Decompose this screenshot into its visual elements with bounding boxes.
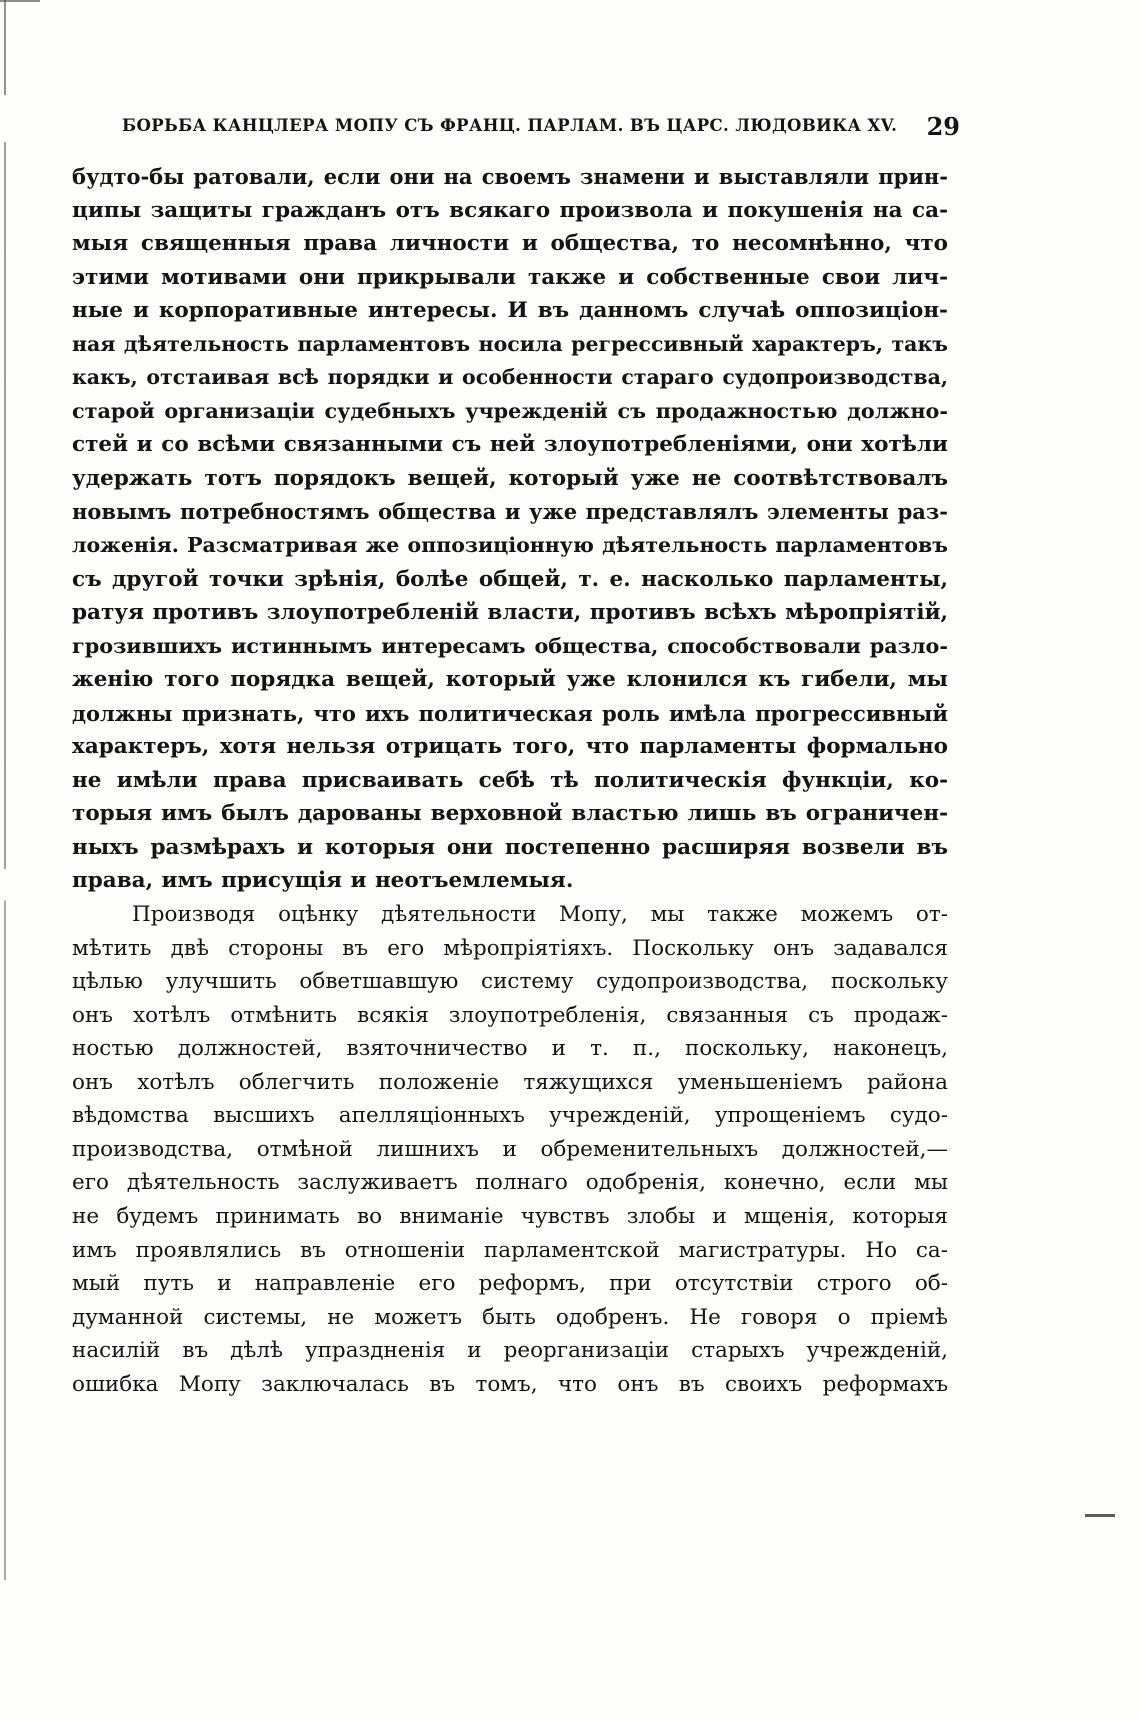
text-line: вѣдомства высшихъ апелляціонныхъ учрежденій, упрощеніемъ судо- bbox=[72, 1103, 948, 1129]
page-number: 29 bbox=[926, 112, 960, 141]
text-line: цѣлью улучшить обветшавшую систему судопроизводства, поскольку bbox=[72, 969, 948, 995]
text-line: какъ, отстаивая всѣ порядки и особенности стараго судопроизводства, bbox=[72, 365, 948, 390]
text-line: ные и корпоративные интересы. И въ данномъ случаѣ оппозиціон- bbox=[72, 298, 948, 324]
running-header bbox=[122, 112, 960, 142]
text-line: торыя имъ былъ дарованы верховной властью лишь въ ограничен- bbox=[72, 801, 948, 827]
text-line: онъ хотѣлъ отмѣнить всякія злоупотребленія, связанныя съ продаж- bbox=[72, 1002, 948, 1028]
text-line: имъ проявлялись въ отношеніи парламентской магистратуры. Но са- bbox=[72, 1237, 948, 1263]
text-line: Производя оцѣнку дѣятельности Мопу, мы также можемъ от- bbox=[132, 902, 948, 928]
text-line: думанной системы, не можетъ быть одобренъ. Не говоря о пріемѣ bbox=[72, 1304, 948, 1330]
text-line: характеръ, хотя нельзя отрицать того, что парламенты формально bbox=[72, 734, 948, 760]
scan-corner-mark bbox=[0, 0, 40, 12]
text-line: ципы защиты гражданъ отъ всякаго произвола и покушенія на са- bbox=[72, 197, 948, 223]
text-line: должны признать, что ихъ политическая роль имѣла прогрессивный bbox=[72, 700, 948, 726]
text-line: ная дѣятельность парламентовъ носила регрессивный характеръ, такъ bbox=[72, 331, 948, 356]
text-line: онъ хотѣлъ облегчить положеніе тяжущихся уменьшеніемъ района bbox=[72, 1069, 948, 1095]
body-text bbox=[72, 160, 948, 1401]
text-line: женію того порядка вещей, который уже клонился къ гибели, мы bbox=[72, 667, 948, 693]
page-edge-shadow bbox=[4, 0, 6, 1580]
margin-dash bbox=[1085, 1514, 1115, 1517]
text-line: не имѣли права присваивать себѣ тѣ политическія функціи, ко- bbox=[72, 767, 948, 793]
text-line: ностью должностей, взяточничество и т. п., поскольку, наконецъ, bbox=[72, 1036, 948, 1062]
text-line: ратуя противъ злоупотребленій власти, противъ всѣхъ мѣропріятій, bbox=[72, 600, 948, 626]
running-title: БОРЬБА КАНЦЛЕРА МОПУ СЪ ФРАНЦ. ПАРЛАМ. ВЪ ЦАРС. ЛЮДОВИКА XV. bbox=[122, 116, 898, 135]
text-line: ошибка Мопу заключалась въ томъ, что онъ въ своихъ реформахъ bbox=[72, 1371, 948, 1397]
text-line: ныхъ размѣрахъ и которыя они постепенно расширяя возвели въ bbox=[72, 834, 948, 860]
text-line: ложенія. Разсматривая же оппозиціонную дѣятельность парламентовъ bbox=[72, 533, 948, 558]
text-line: удержать тотъ порядокъ вещей, который уже не соотвѣтствовалъ bbox=[72, 465, 948, 491]
text-line: его дѣятельность заслуживаетъ полнаго одобренія, конечно, если мы bbox=[72, 1170, 948, 1196]
text-line: производства, отмѣной лишнихъ и обременительныхъ должностей,— bbox=[72, 1136, 948, 1162]
text-line: не будемъ принимать во вниманіе чувствъ злобы и мщенія, которыя bbox=[72, 1203, 948, 1229]
text-line: будто-бы ратовали, если они на своемъ знамени и выставляли прин- bbox=[72, 164, 948, 189]
text-line: новымъ потребностямъ общества и уже представлялъ элементы раз- bbox=[72, 499, 948, 525]
text-line: старой организаціи судебныхъ учрежденій съ продажностью должно- bbox=[72, 398, 948, 423]
text-line: права, имъ присущія и неотъемлемыя. bbox=[72, 868, 574, 894]
text-line: насилій въ дѣлѣ упраздненія и реорганизаціи старыхъ учрежденій, bbox=[72, 1338, 948, 1364]
text-line: грозившихъ истиннымъ интересамъ общества, способствовали разло- bbox=[72, 633, 948, 658]
text-line: съ другой точки зрѣнія, болѣе общей, т. е. насколько парламенты, bbox=[72, 566, 948, 592]
text-line: этими мотивами они прикрывали также и собственные свои лич- bbox=[72, 264, 948, 290]
text-line: мѣтить двѣ стороны въ его мѣропріятіяхъ. Поскольку онъ задавался bbox=[72, 935, 948, 961]
text-line: мый путь и направленіе его реформъ, при отсутствіи строго об- bbox=[72, 1271, 948, 1297]
text-line: мыя священныя права личности и общества, то несомнѣнно, что bbox=[72, 231, 948, 257]
text-line: стей и со всѣми связанными съ ней злоупотребленіями, они хотѣли bbox=[72, 432, 948, 458]
